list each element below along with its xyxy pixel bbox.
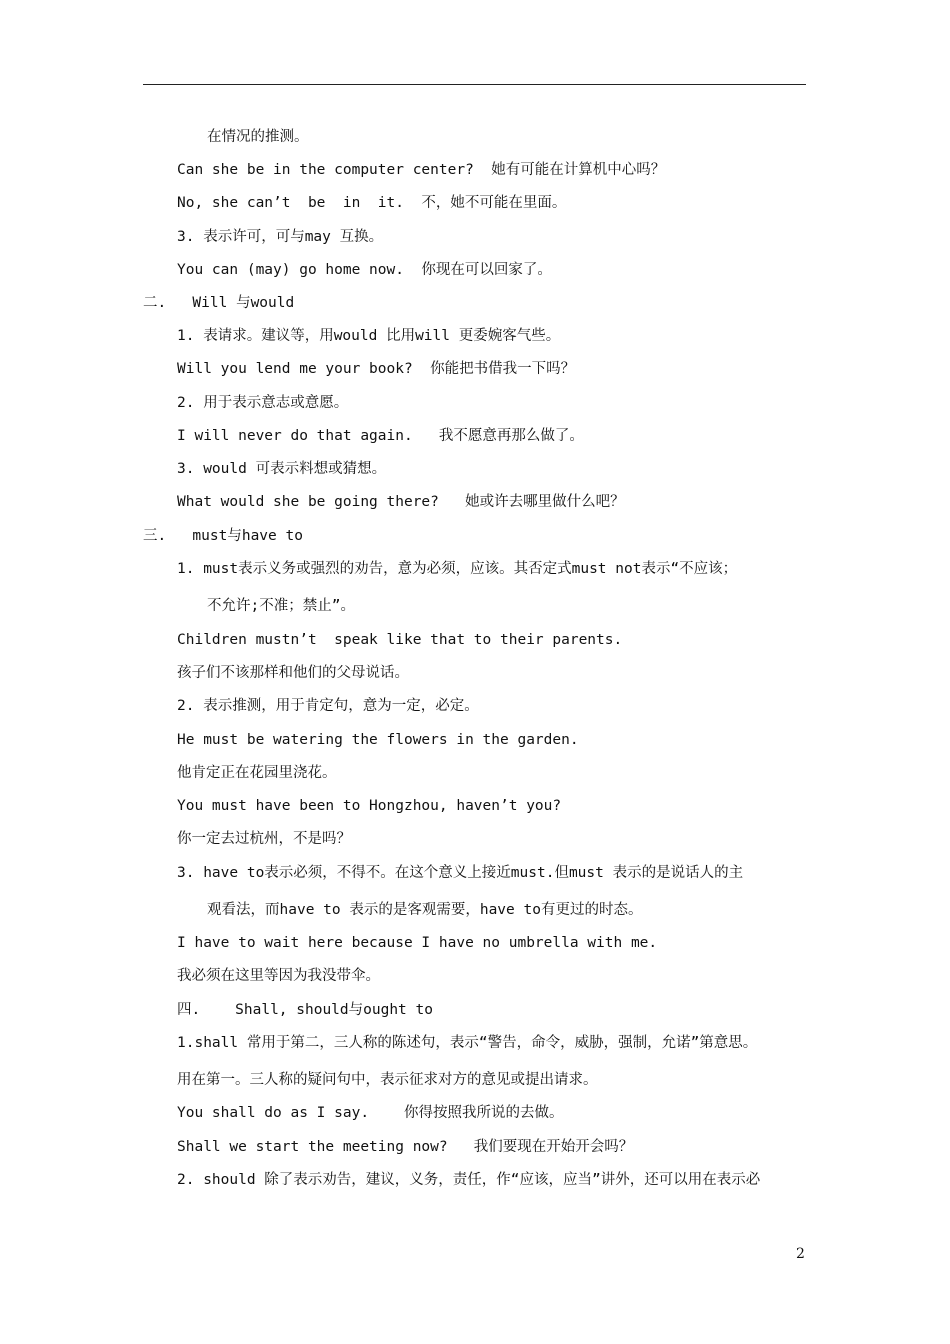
text-line: 2. 表示推测，用于肯定句，意为一定，必定。 <box>177 698 479 714</box>
text-line: Shall we start the meeting now? 我们要现在开始开会吗？ <box>177 1139 634 1155</box>
text-line: 1.shall 常用于第二，三人称的陈述句，表示“警告，命令，威胁，强制，允诺”第意思。 <box>177 1035 758 1051</box>
text-line: 用在第一。三人称的疑问句中，表示征求对方的意见或提出请求。 <box>177 1072 598 1088</box>
text-line: Can she be in the computer center? 她有可能在计算机中心吗？ <box>177 162 666 178</box>
text-line: 2. should 除了表示劝告，建议，义务，责任，作“应该，应当”讲外，还可以用在表示必 <box>177 1172 761 1188</box>
text-line: 你一定去过杭州，不是吗？ <box>177 831 351 847</box>
text-line: 孩子们不该那样和他们的父母说话。 <box>177 665 409 681</box>
text-line: You shall do as I say. 你得按照我所说的去做。 <box>177 1105 564 1121</box>
section-heading: 二. Will 与would <box>143 295 295 311</box>
text-line: No, she can’t be in it. 不，她不可能在里面。 <box>177 195 567 211</box>
text-line: You must have been to Hongzhou, haven’t you? <box>177 798 562 814</box>
text-line: 3. would 可表示料想或猜想。 <box>177 461 387 477</box>
text-line: I will never do that again. 我不愿意再那么做了。 <box>177 428 584 444</box>
text-line: 我必须在这里等因为我没带伞。 <box>177 968 380 984</box>
text-line: I have to wait here because I have no umbrella with me. <box>177 935 658 951</box>
text-line: 不允许;不准；禁止”。 <box>207 598 355 614</box>
text-line: 3. have to表示必须，不得不。在这个意义上接近must.但must 表示的是说话人的主 <box>177 865 744 881</box>
header-rule <box>143 84 806 85</box>
page-number: 2 <box>796 1246 805 1262</box>
text-line: 1. must表示义务或强烈的劝告，意为必须，应该。其否定式must not表示“不应该； <box>177 561 738 577</box>
text-line: 观看法，而have to 表示的是客观需要，have to有更过的时态。 <box>207 902 643 918</box>
text-line: He must be watering the flowers in the garden. <box>177 732 579 748</box>
text-line: 3. 表示许可，可与may 互换。 <box>177 229 384 245</box>
section-heading: 三. must与have to <box>143 528 303 544</box>
text-line: 他肯定正在花园里浇花。 <box>177 765 337 781</box>
text-line: 1. 表请求。建议等，用would 比用will 更委婉客气些。 <box>177 328 561 344</box>
section-heading: 四. Shall, should与ought to <box>177 1002 433 1018</box>
text-line: 在情况的推测。 <box>207 129 309 145</box>
text-line: Will you lend me your book? 你能把书借我一下吗？ <box>177 361 576 377</box>
text-line: 2. 用于表示意志或意愿。 <box>177 395 349 411</box>
text-line: What would she be going there? 她或许去哪里做什么吧？ <box>177 494 625 510</box>
text-line: Children mustn’t speak like that to their parents. <box>177 632 623 648</box>
text-line: You can (may) go home now. 你现在可以回家了。 <box>177 262 552 278</box>
